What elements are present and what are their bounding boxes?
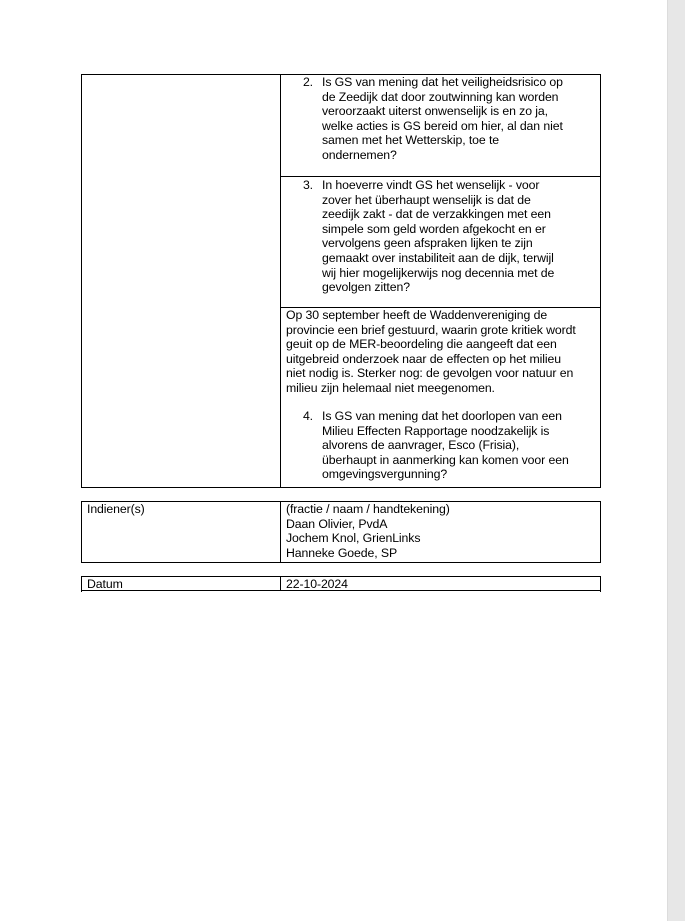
text-line: uitgebreid onderzoek naar de effecten op het milieu <box>286 351 561 366</box>
submitters-table-column-divider <box>280 501 281 563</box>
text-line: veroorzaakt uiterst onwenselijk is en zo ja, <box>322 104 548 119</box>
text-line: samen met het Wetterskip, toe te <box>322 133 500 148</box>
submitter-name: Hanneke Goede, SP <box>286 545 398 560</box>
date-table-column-divider <box>280 576 281 591</box>
text-line: überhaupt in aanmerking kan komen voor een <box>322 452 569 467</box>
submitter-name: Daan Olivier, PvdA <box>286 516 388 531</box>
text-line: Op 30 september heeft de Waddenvereniging de <box>286 308 548 322</box>
text-line: de Zeedijk dat door zoutwinning kan worden <box>322 89 559 104</box>
text-line: omgevingsvergunning? <box>322 467 448 482</box>
text-line: milieu zijn helemaal niet meegenomen. <box>286 380 495 395</box>
text-line: Is GS van mening dat het doorlopen van een <box>322 409 562 423</box>
text-line: simpele som geld worden afgekocht en er <box>322 221 546 236</box>
text-line: Is GS van mening dat het veiligheidsrisico op <box>322 75 563 89</box>
question-4 <box>293 409 598 482</box>
text-line: provincie een brief gestuurd, waarin grote kritiek wordt <box>286 322 576 337</box>
question-2-cell <box>293 75 598 163</box>
text-line: In hoeverre vindt GS het wenselijk - voor <box>322 178 540 192</box>
text-line: wij hier mogelijkerwijs nog decennia met de <box>322 265 555 280</box>
text-line: zeedijk zakt - dat de verzakkingen met een <box>322 207 551 222</box>
context-paragraph <box>286 308 600 396</box>
submitters-header: (fractie / naam / handtekening) <box>286 502 450 516</box>
question-4-cell <box>293 409 598 482</box>
scrollbar-gutter[interactable] <box>667 0 685 921</box>
question-3-cell <box>293 178 598 295</box>
text-line: ondernemen? <box>322 147 397 162</box>
text-line: gevolgen zitten? <box>322 280 410 295</box>
question-2 <box>293 75 598 163</box>
question-text <box>313 409 598 482</box>
text-line: niet nodig is. Sterker nog: de gevolgen voor natuur en <box>286 366 574 381</box>
text-line: geuit op de MER-beoordeling die aangeeft dat een <box>286 337 557 352</box>
date-value: 22-10-2024 <box>286 577 348 591</box>
question-text <box>313 75 598 163</box>
questions-table-column-divider <box>280 74 281 488</box>
submitters-list <box>286 502 598 560</box>
text-line: vervolgens geen afspraken lijken te zijn <box>322 236 533 251</box>
text-line: Milieu Effecten Rapportage noodzakelijk is <box>322 423 550 438</box>
question-text <box>313 178 598 295</box>
question-number: 4. <box>302 409 313 423</box>
text-line: zover het überhaupt wenselijk is dat de <box>322 192 531 207</box>
text-line: gemaakt over instabiliteit aan de dijk, terwijl <box>322 250 554 265</box>
text-line: welke acties is GS bereid om hier, al dan niet <box>322 118 563 133</box>
context-cell <box>286 308 600 396</box>
question-number: 3. <box>302 178 313 192</box>
text-line: alvorens de aanvrager, Esco (Frisia), <box>322 438 520 453</box>
question-3 <box>293 178 598 295</box>
questions-row-divider-1 <box>280 176 601 177</box>
date-label: Datum <box>87 577 123 591</box>
question-number: 2. <box>302 75 313 89</box>
submitter-name: Jochem Knol, GrienLinks <box>286 531 421 546</box>
submitters-label: Indiener(s) <box>87 502 145 516</box>
